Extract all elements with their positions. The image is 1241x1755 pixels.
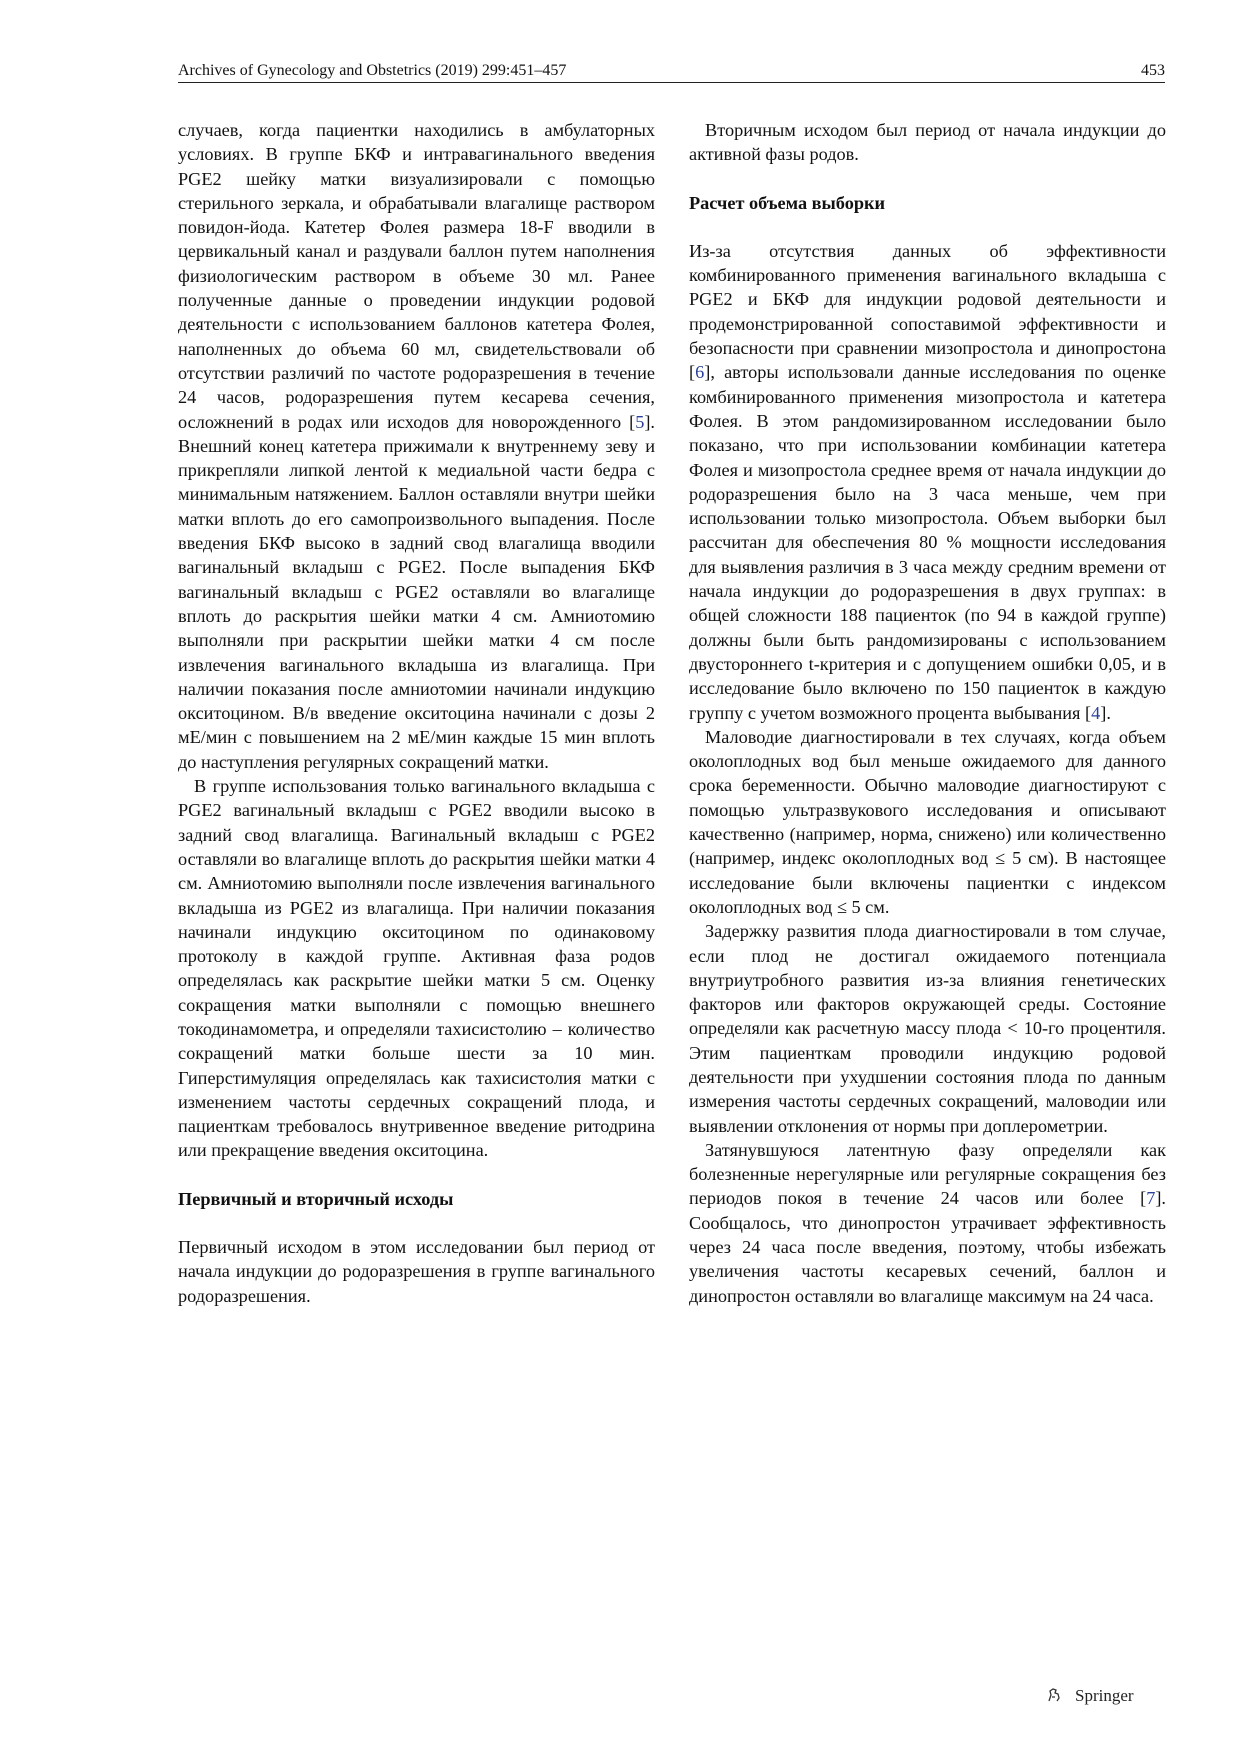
- right-column: [689, 118, 1166, 1308]
- citation-link-7[interactable]: 7: [1146, 1188, 1156, 1209]
- section-heading-outcomes: Первичный и вторичный исходы: [178, 1188, 454, 1209]
- right-paragraph-3: Маловодие диагностировали в тех случаях, когда объем околоплодных вод был меньше ожидаемого для данного срока беременности. Обычно маловодие диагностируют с помощью ультразвукового исследования и описывают качественно (например, норма, снижено) или количественно (например, индекс околоплодных вод ≤ 5 см). В настоящее исследование были включены пациентки с индексом околоплодных вод ≤ 5 см.: [689, 726, 1166, 917]
- running-header: [178, 60, 1165, 83]
- springer-horse-icon: [1045, 1686, 1063, 1704]
- journal-citation: Archives of Gynecology and Obstetrics (2019) 299:451–457: [178, 62, 567, 79]
- right-paragraph-4: Задержку развития плода диагностировали в том случае, если плод не достигал ожидаемого потенциала внутриутробного развития из-за влияния генетических факторов или факторов окружающей среды. Состояние определяли как расчетную массу плода < 10-го процентиля. Этим пациенткам проводили индукцию родовой деятельности при ухудшении состояния плода по данным измерения частоты сердечных сокращений, маловодии или выявлении отклонения от нормы при доплерометрии.: [689, 921, 1166, 1136]
- right-paragraph-1: Вторичным исходом был период от начала индукции до активной фазы родов.: [689, 120, 1166, 165]
- left-paragraph-2: В группе использования только вагинального вкладыша с PGE2 вагинальный вкладыш с PGE2 вводили высоко в задний свод влагалища. Вагинальный вкладыш с PGE2 оставляли во влагалище вплоть до раскрытия шейки матки 4 см. Амниотомию выполняли после извлечения вагинального вкладыша из PGE2 из влагалища. При наличии показания начинали индукцию окситоцином по одинаковому протоколу в каждой группе. Активная фаза родов определялась как раскрытие шейки матки 5 см. Оценку сокращения матки выполняли с помощью внешнего токодинамометра, и определяли тахисистолию – количество сокращений матки больше шести за 10 мин. Гиперстимуляция определялась как тахисистолия матки с изменением частоты сердечных сокращений плода, и пациенткам требовалось внутривенное введение ритодрина или прекращение введения окситоцина.: [178, 776, 655, 1161]
- section-heading-sample-size: Расчет объема выборки: [689, 192, 886, 213]
- right-paragraph-5: Затянувшуюся латентную фазу определяли как болезненные нерегулярные или регулярные сокращения без периодов покоя в течение 24 часов или более [7]. Сообщалось, что динопростон утрачивает эффективность через 24 часа после введения, поэтому, чтобы избежать увеличения частоты кесаревых сечений, баллон и динопростон оставляли во влагалище максимум на 24 часа.: [689, 1139, 1166, 1306]
- publisher-name: Springer: [1075, 1686, 1134, 1705]
- left-paragraph-3: Первичный исходом в этом исследовании был период от начала индукции до родоразрешения в группе вагинального родоразрешения.: [178, 1237, 655, 1306]
- left-paragraph-1: случаев, когда пациентки находились в амбулаторных условиях. В группе БКФ и интравагинального введения PGE2 шейку матки визуализировали с помощью стерильного зеркала, и обрабатывали влагалище раствором повидон-йода. Катетер Фолея размера 18-F вводили в цервикальный канал и раздували баллон путем наполнения физиологическим раствором в объеме 30 мл. Ранее полученные данные о проведении индукции родовой деятельности с использованием баллонов катетера Фолея, наполненных до объема 60 мл, свидетельствовали об отсутствии различий по частоте родоразрешения в течение 24 часов, родоразрешения путем кесарева сечения, осложнений в родах или исходов для новорожденного [5]. Внешний конец катетера прижимали к внутреннему зеву и прикрепляли липкой лентой к медиальной части бедра с минимальным натяжением. Баллон оставляли внутри шейки матки вплоть до его самопроизвольного выпадения. После введения БКФ высоко в задний свод влагалища вводили вагинальный вкладыш с PGE2. После выпадения БКФ вагинальный вкладыш с PGE2 оставляли во влагалище вплоть до раскрытия шейки матки 4 см. Амниотомию выполняли при раскрытии шейки матки 4 см после извлечения вагинального вкладыша из влагалища. При наличии показания после амниотомии начинали индукцию окситоцином. В/в введение окситоцина начинали с дозы 2 мЕ/мин с повышением на 2 мЕ/мин каждые 15 мин вплоть до наступления регулярных сокращений матки.: [178, 120, 655, 772]
- right-paragraph-2: Из-за отсутствия данных об эффективности комбинированного применения вагинального вкладыша с PGE2 и БКФ для индукции родовой деятельности и продемонстрированной сопоставимой эффективности и безопасности при сравнении мизопростола и динопростона [6], авторы использовали данные исследования по оценке комбинированного применения мизопростола и катетера Фолея. В этом рандомизированном исследовании было показано, что при использовании комбинации катетера Фолея и мизопростола среднее время от начала индукции до родоразрешения было на 3 часа меньше, чем при использовании только мизопростола. Объем выборки был рассчитан для обеспечения 80 % мощности исследования для выявления различия в 3 часа между средним времени от начала индукции до родоразрешения в двух группах: в общей сложности 188 пациенток (по 94 в каждой группе) должны были быть рандомизированы с использованием двустороннего t-критерия и с допущением ошибки 0,05, и в исследование было включено по 150 пациенток в каждую группу с учетом возможного процента выбывания [4].: [689, 240, 1166, 723]
- publisher-footer: [1045, 1684, 1134, 1708]
- citation-link-4[interactable]: 4: [1091, 702, 1101, 723]
- left-column: [178, 118, 655, 1308]
- citation-link-5[interactable]: 5: [635, 411, 645, 432]
- page-number: 453: [1141, 62, 1165, 79]
- citation-link-6[interactable]: 6: [695, 362, 705, 383]
